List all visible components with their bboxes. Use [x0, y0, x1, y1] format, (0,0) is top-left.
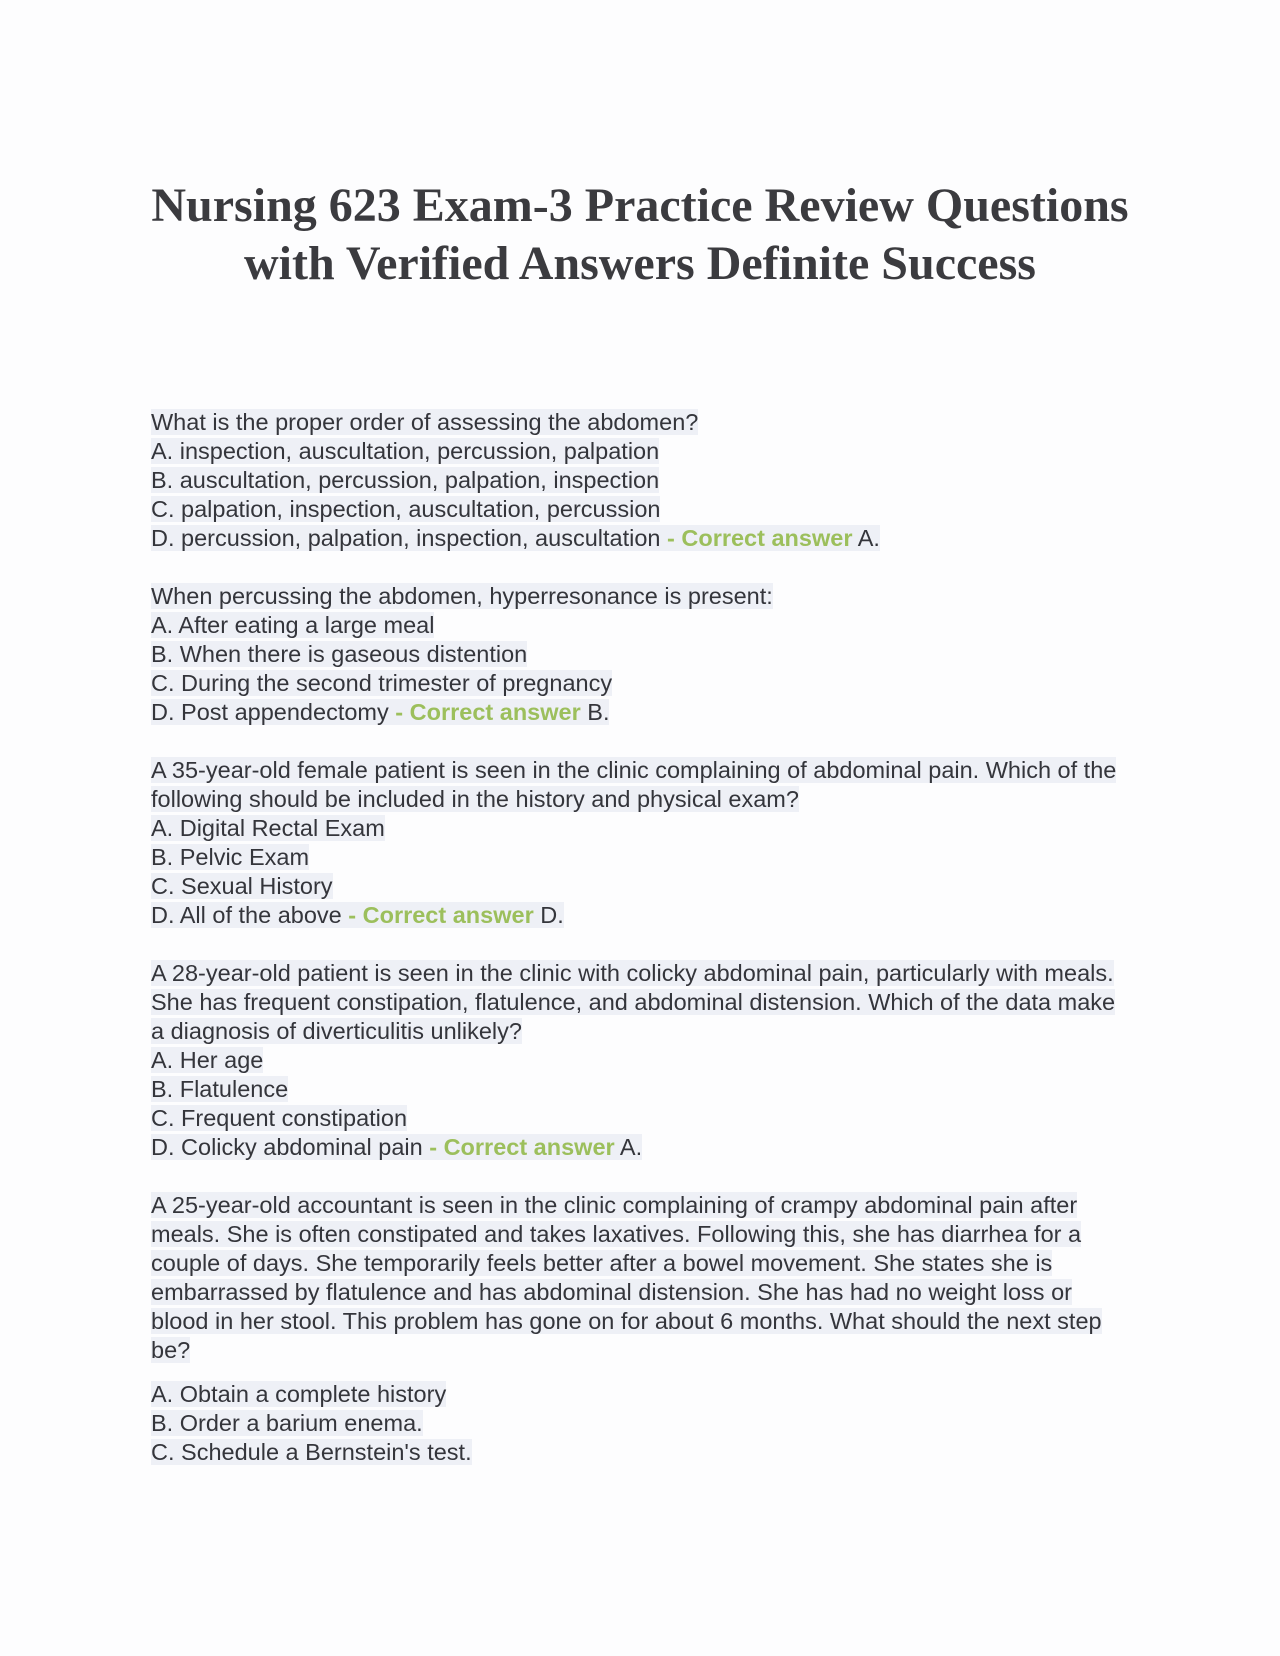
question-item — [151, 408, 1131, 553]
correct-answer-label: - Correct answer — [348, 902, 534, 928]
correct-answer-value: B. — [587, 699, 610, 725]
correct-answer-label: - Correct answer — [667, 525, 853, 551]
question-item — [151, 959, 1131, 1162]
answer-option: B. When there is gaseous distention — [151, 641, 528, 667]
question-stem: When percussing the abdomen, hyperresonance is present: — [151, 583, 773, 609]
question-item — [151, 756, 1131, 930]
answer-option-with-key: D. Colicky abdominal pain - Correct answer A. — [151, 1134, 643, 1160]
answer-option: C. palpation, inspection, auscultation, percussion — [151, 496, 661, 522]
question-item — [151, 1191, 1131, 1467]
paragraph-gap — [151, 1365, 1131, 1380]
answer-option-with-key: D. Post appendectomy - Correct answer B. — [151, 699, 610, 725]
question-item — [151, 582, 1131, 727]
answer-option: A. inspection, auscultation, percussion, palpation — [151, 438, 660, 464]
answer-option: A. After eating a large meal — [151, 612, 435, 638]
answer-option: A. Her age — [151, 1047, 264, 1073]
answer-option: C. Frequent constipation — [151, 1105, 408, 1131]
question-stem: A 28-year-old patient is seen in the clinic with colicky abdominal pain, particularly with meals. She has frequent constipation, flatulence, and abdominal distension. Which of the data make a diagnosis of diverticulitis unlikely? — [151, 960, 1116, 1044]
correct-answer-value: A. — [619, 1134, 643, 1160]
answer-option: B. Flatulence — [151, 1076, 289, 1102]
answer-option: C. During the second trimester of pregnancy — [151, 670, 613, 696]
question-stem: A 35-year-old female patient is seen in the clinic complaining of abdominal pain. Which of the following should be included in the history and physical exam? — [151, 757, 1117, 812]
correct-answer-label: - Correct answer — [429, 1134, 615, 1160]
answer-option: B. Pelvic Exam — [151, 844, 310, 870]
answer-option: A. Digital Rectal Exam — [151, 815, 385, 841]
document-title: Nursing 623 Exam-3 Practice Review Questions with Verified Answers Definite Success — [151, 179, 1129, 290]
answer-option: B. Order a barium enema. — [151, 1410, 423, 1436]
correct-answer-value: A. — [857, 525, 880, 551]
correct-answer-label: - Correct answer — [395, 699, 581, 725]
answer-option: A. Obtain a complete history — [151, 1381, 447, 1407]
answer-option: C. Schedule a Bernstein's test. — [151, 1439, 472, 1465]
answer-option-with-key: D. All of the above - Correct answer D. — [151, 902, 564, 928]
answer-option: C. Sexual History — [151, 873, 333, 899]
question-stem: What is the proper order of assessing the abdomen? — [151, 409, 699, 435]
question-stem: A 25-year-old accountant is seen in the clinic complaining of crampy abdominal pain after meals. She is often constipated and takes laxatives. Following this, she has diarrhea for a couple of days. She temporarily feels better after a bowel movement. She states she is embarrassed by flatulence and has abdominal distension. She has had no weight loss or blood in her stool. This problem has gone on for about 6 months. What should the next step be? — [151, 1192, 1102, 1363]
correct-answer-value: D. — [540, 902, 564, 928]
question-list — [151, 408, 1131, 1467]
answer-option-with-key: D. percussion, palpation, inspection, auscultation - Correct answer A. — [151, 525, 880, 551]
answer-option: B. auscultation, percussion, palpation, inspection — [151, 467, 660, 493]
